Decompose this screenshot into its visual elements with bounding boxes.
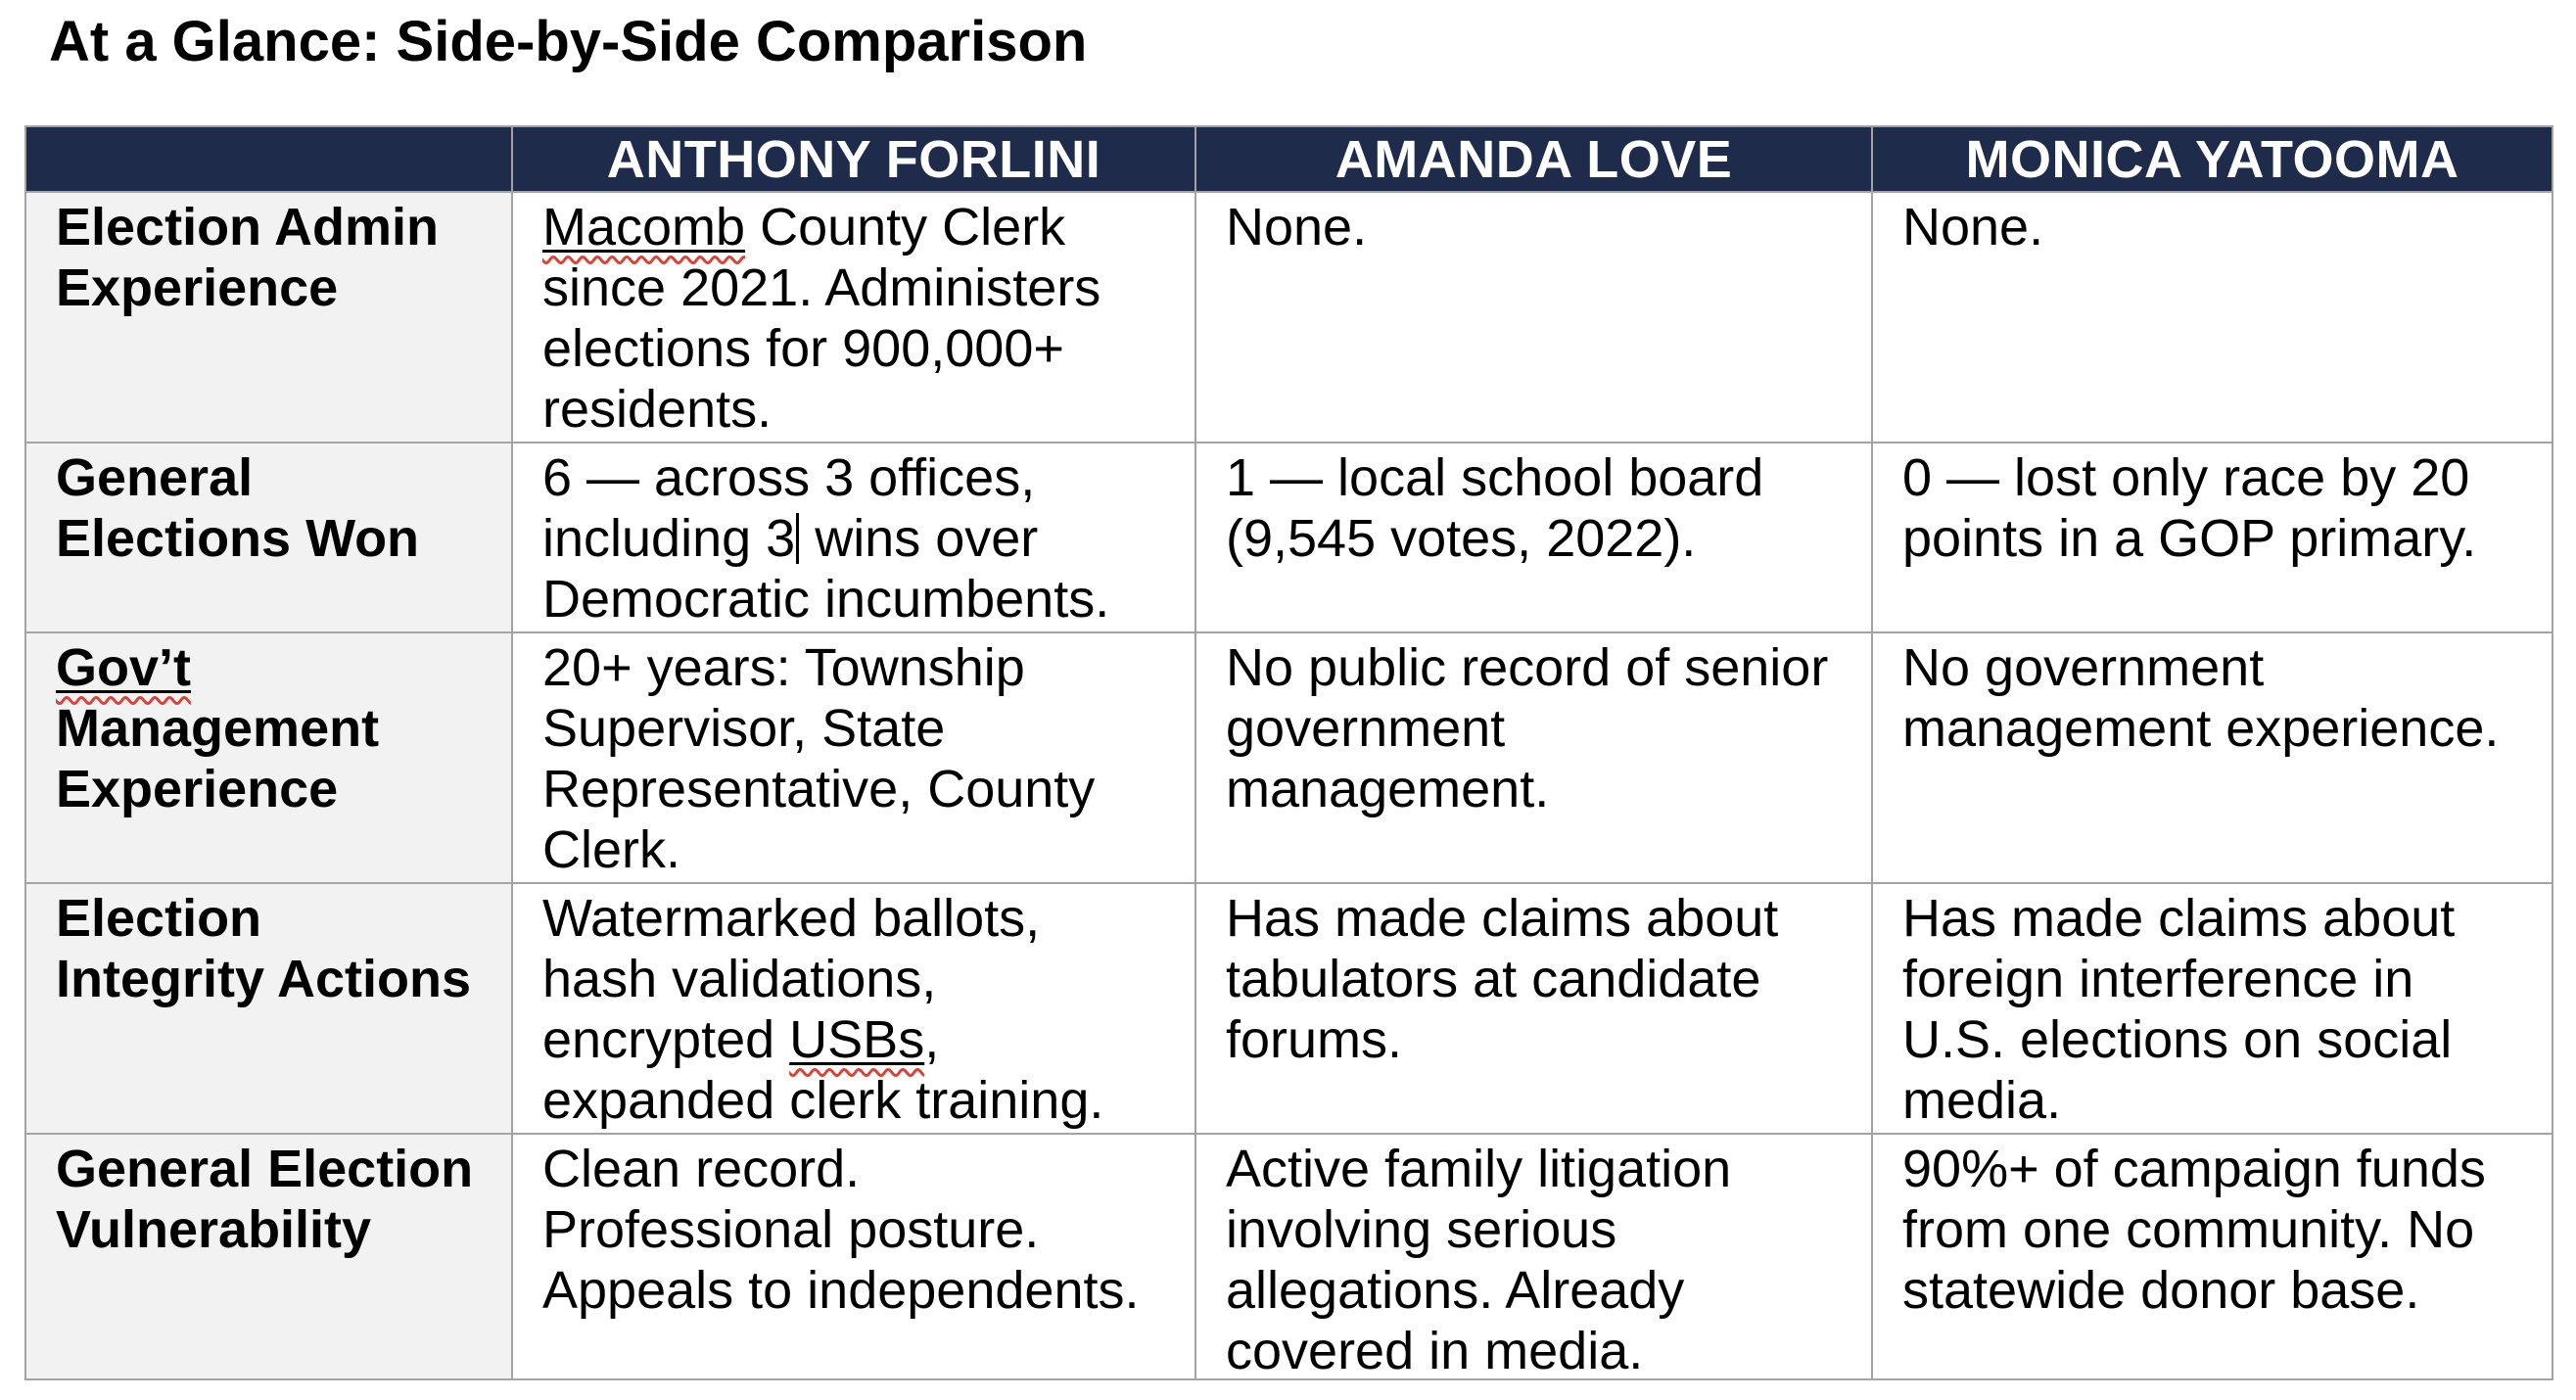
misspelled-word: Macomb [542,198,746,257]
comparison-table [24,125,2553,1380]
cell-love-govt-management[interactable]: No public record of senior government management. [1196,633,1873,884]
label-line: Management [56,699,380,758]
label-line: Vulnerability [56,1200,372,1259]
header-cell-amanda-love: AMANDA LOVE [1196,127,1873,193]
row-label-general-election-vulnerability[interactable] [26,1135,513,1380]
cell-forlini-vulnerability[interactable]: Clean record. Professional posture. Appeals to independents. [513,1135,1196,1380]
cell-love-integrity-actions[interactable]: Has made claims about tabulators at candidate forums. [1196,884,1873,1135]
cell-text: wins over Democratic incumbents. [542,509,1110,629]
cell-forlini-integrity-actions[interactable] [513,884,1196,1135]
label-line: General [56,448,254,507]
misspelled-word: Gov’t [56,638,192,697]
row-label-election-integrity-actions[interactable] [26,884,513,1135]
label-line: Election Admin [56,198,440,257]
cell-forlini-election-admin[interactable] [513,193,1196,443]
cell-forlini-elections-won[interactable] [513,443,1196,633]
cell-forlini-govt-management[interactable]: 20+ years: Township Supervisor, State Representative, County Clerk. [513,633,1196,884]
cell-yatooma-vulnerability[interactable]: 90%+ of campaign funds from one community. No statewide donor base. [1873,1135,2553,1380]
label-line: Integrity Actions [56,950,472,1008]
cell-love-election-admin[interactable]: None. [1196,193,1873,443]
label-line: General Election [56,1140,474,1198]
label-line: Experience [56,258,339,317]
row-label-general-elections-won[interactable] [26,443,513,633]
header-cell-monica-yatooma: MONICA YATOOMA [1873,127,2553,193]
cell-yatooma-election-admin[interactable]: None. [1873,193,2553,443]
page-title[interactable]: At a Glance: Side-by-Side Comparison [49,10,1088,73]
cell-text: Watermarked ballots, hash validations, encrypted [542,889,1041,1069]
cell-yatooma-elections-won[interactable]: 0 — lost only race by 20 points in a GOP primary. [1873,443,2553,633]
cell-love-vulnerability[interactable]: Active family litigation involving serious allegations. Already covered in media. [1196,1135,1873,1380]
cell-love-elections-won[interactable]: 1 — local school board (9,545 votes, 2022). [1196,443,1873,633]
label-line: Election [56,889,262,948]
cell-text: County Clerk since 2021. Administers elections for 900,000+ residents. [542,198,1101,439]
cell-text: , expanded clerk training. [542,1010,1104,1130]
label-line: Experience [56,760,339,818]
text-cursor [796,513,799,564]
cell-text: 6 — across 3 offices, including 3 [542,448,1036,568]
misspelled-word: USBs [789,1010,925,1069]
row-label-govt-management-experience[interactable] [26,633,513,884]
row-label-election-admin-experience[interactable] [26,193,513,443]
label-line [56,637,476,698]
cell-yatooma-integrity-actions[interactable]: Has made claims about foreign interference in U.S. elections on social media. [1873,884,2553,1135]
cell-yatooma-govt-management[interactable]: No government management experience. [1873,633,2553,884]
label-line: Elections Won [56,509,420,568]
header-cell-anthony-forlini: ANTHONY FORLINI [513,127,1196,193]
header-cell-blank [26,127,513,193]
